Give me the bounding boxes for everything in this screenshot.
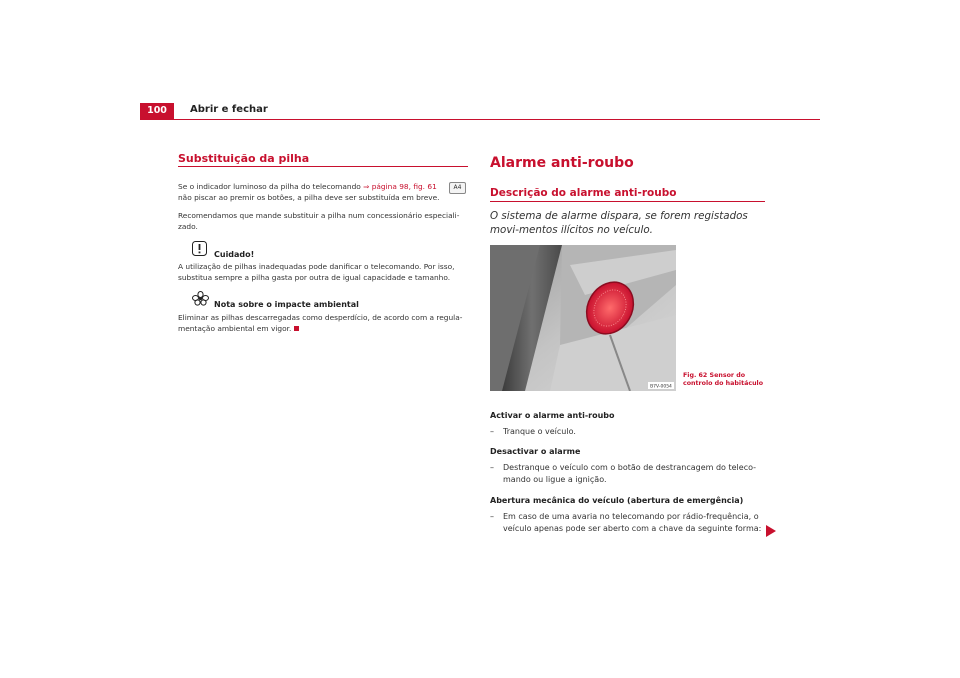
- environment-text: Eliminar as pilhas descarregadas como desperdício, de acordo com a regula-mentação ambiental em vigor.: [178, 313, 463, 333]
- activate-step-text: Tranque o veículo.: [503, 427, 576, 436]
- environment-title: Nota sobre o impacte ambiental: [214, 300, 359, 309]
- heading-activate: Activar o alarme anti-roubo: [490, 411, 615, 420]
- caution-title: Cuidado!: [214, 250, 255, 259]
- battery-text-a: Se o indicador luminoso da pilha do telecomando: [178, 182, 364, 191]
- figure-caption: [683, 372, 763, 388]
- deactivate-step: – Destranque o veículo com o botão de destrancagem do teleco-mando ou ligue a ignição.: [490, 462, 775, 486]
- figure-label: Fig. 62: [683, 372, 708, 379]
- section-title-battery: Substituição da pilha: [178, 152, 310, 165]
- battery-paragraph-1: [178, 181, 446, 192]
- section-rule: [178, 166, 468, 167]
- emergency-step: – Em caso de uma avaria no telecomando por rádio-frequência, o veículo apenas pode ser aberto com a chave da seguinte forma:: [490, 511, 775, 535]
- lead-paragraph: O sistema de alarme dispara, se forem registados movi-mentos ilícitos no veículo.: [490, 210, 748, 236]
- photo-code: B7V-0054: [650, 384, 672, 390]
- caution-text: A utilização de pilhas inadequadas pode danificar o telecomando. Por isso, substitua sempre a pilha gasta por outra de igual capacidade e tamanho.: [178, 262, 455, 282]
- running-head: Abrir e fechar: [190, 104, 268, 115]
- end-marker-icon: [294, 326, 299, 331]
- emergency-step-text: Em caso de uma avaria no telecomando por rádio-frequência, o veículo apenas pode ser aberto com a chave da seguinte forma:: [503, 512, 762, 533]
- environment-icon: [192, 291, 209, 310]
- section-title-alarm: Alarme anti-roubo: [490, 155, 634, 171]
- page-reference-link[interactable]: ⇒ página 98, fig. 61: [363, 182, 437, 191]
- figure-text-1: Sensor do: [709, 372, 746, 379]
- page-number: 100: [140, 103, 174, 119]
- next-page-arrow-icon[interactable]: [766, 522, 776, 541]
- subsection-rule: [490, 201, 765, 202]
- interior-sensor-photo: [490, 245, 676, 391]
- figure-text-2: controlo do habitáculo: [683, 380, 764, 387]
- subsection-title-alarm: Descrição do alarme anti-roubo: [490, 187, 677, 199]
- a4-badge: A4: [449, 182, 466, 194]
- header-rule: [140, 119, 820, 120]
- deactivate-step-text: Destranque o veículo com o botão de destrancagem do teleco-mando ou ligue a ignição.: [503, 463, 757, 484]
- environment-text-block: [178, 312, 474, 334]
- battery-paragraph-1b: não piscar ao premir os botões, a pilha deve ser substituída em breve.: [178, 193, 440, 202]
- heading-deactivate: Desactivar o alarme: [490, 447, 581, 456]
- activate-step: – Tranque o veículo.: [490, 427, 576, 436]
- heading-emergency: Abertura mecânica do veículo (abertura de emergência): [490, 496, 744, 505]
- battery-paragraph-2: Recomendamos que mande substituir a pilha num concessionário especiali-zado.: [178, 211, 460, 231]
- caution-icon: [192, 241, 207, 260]
